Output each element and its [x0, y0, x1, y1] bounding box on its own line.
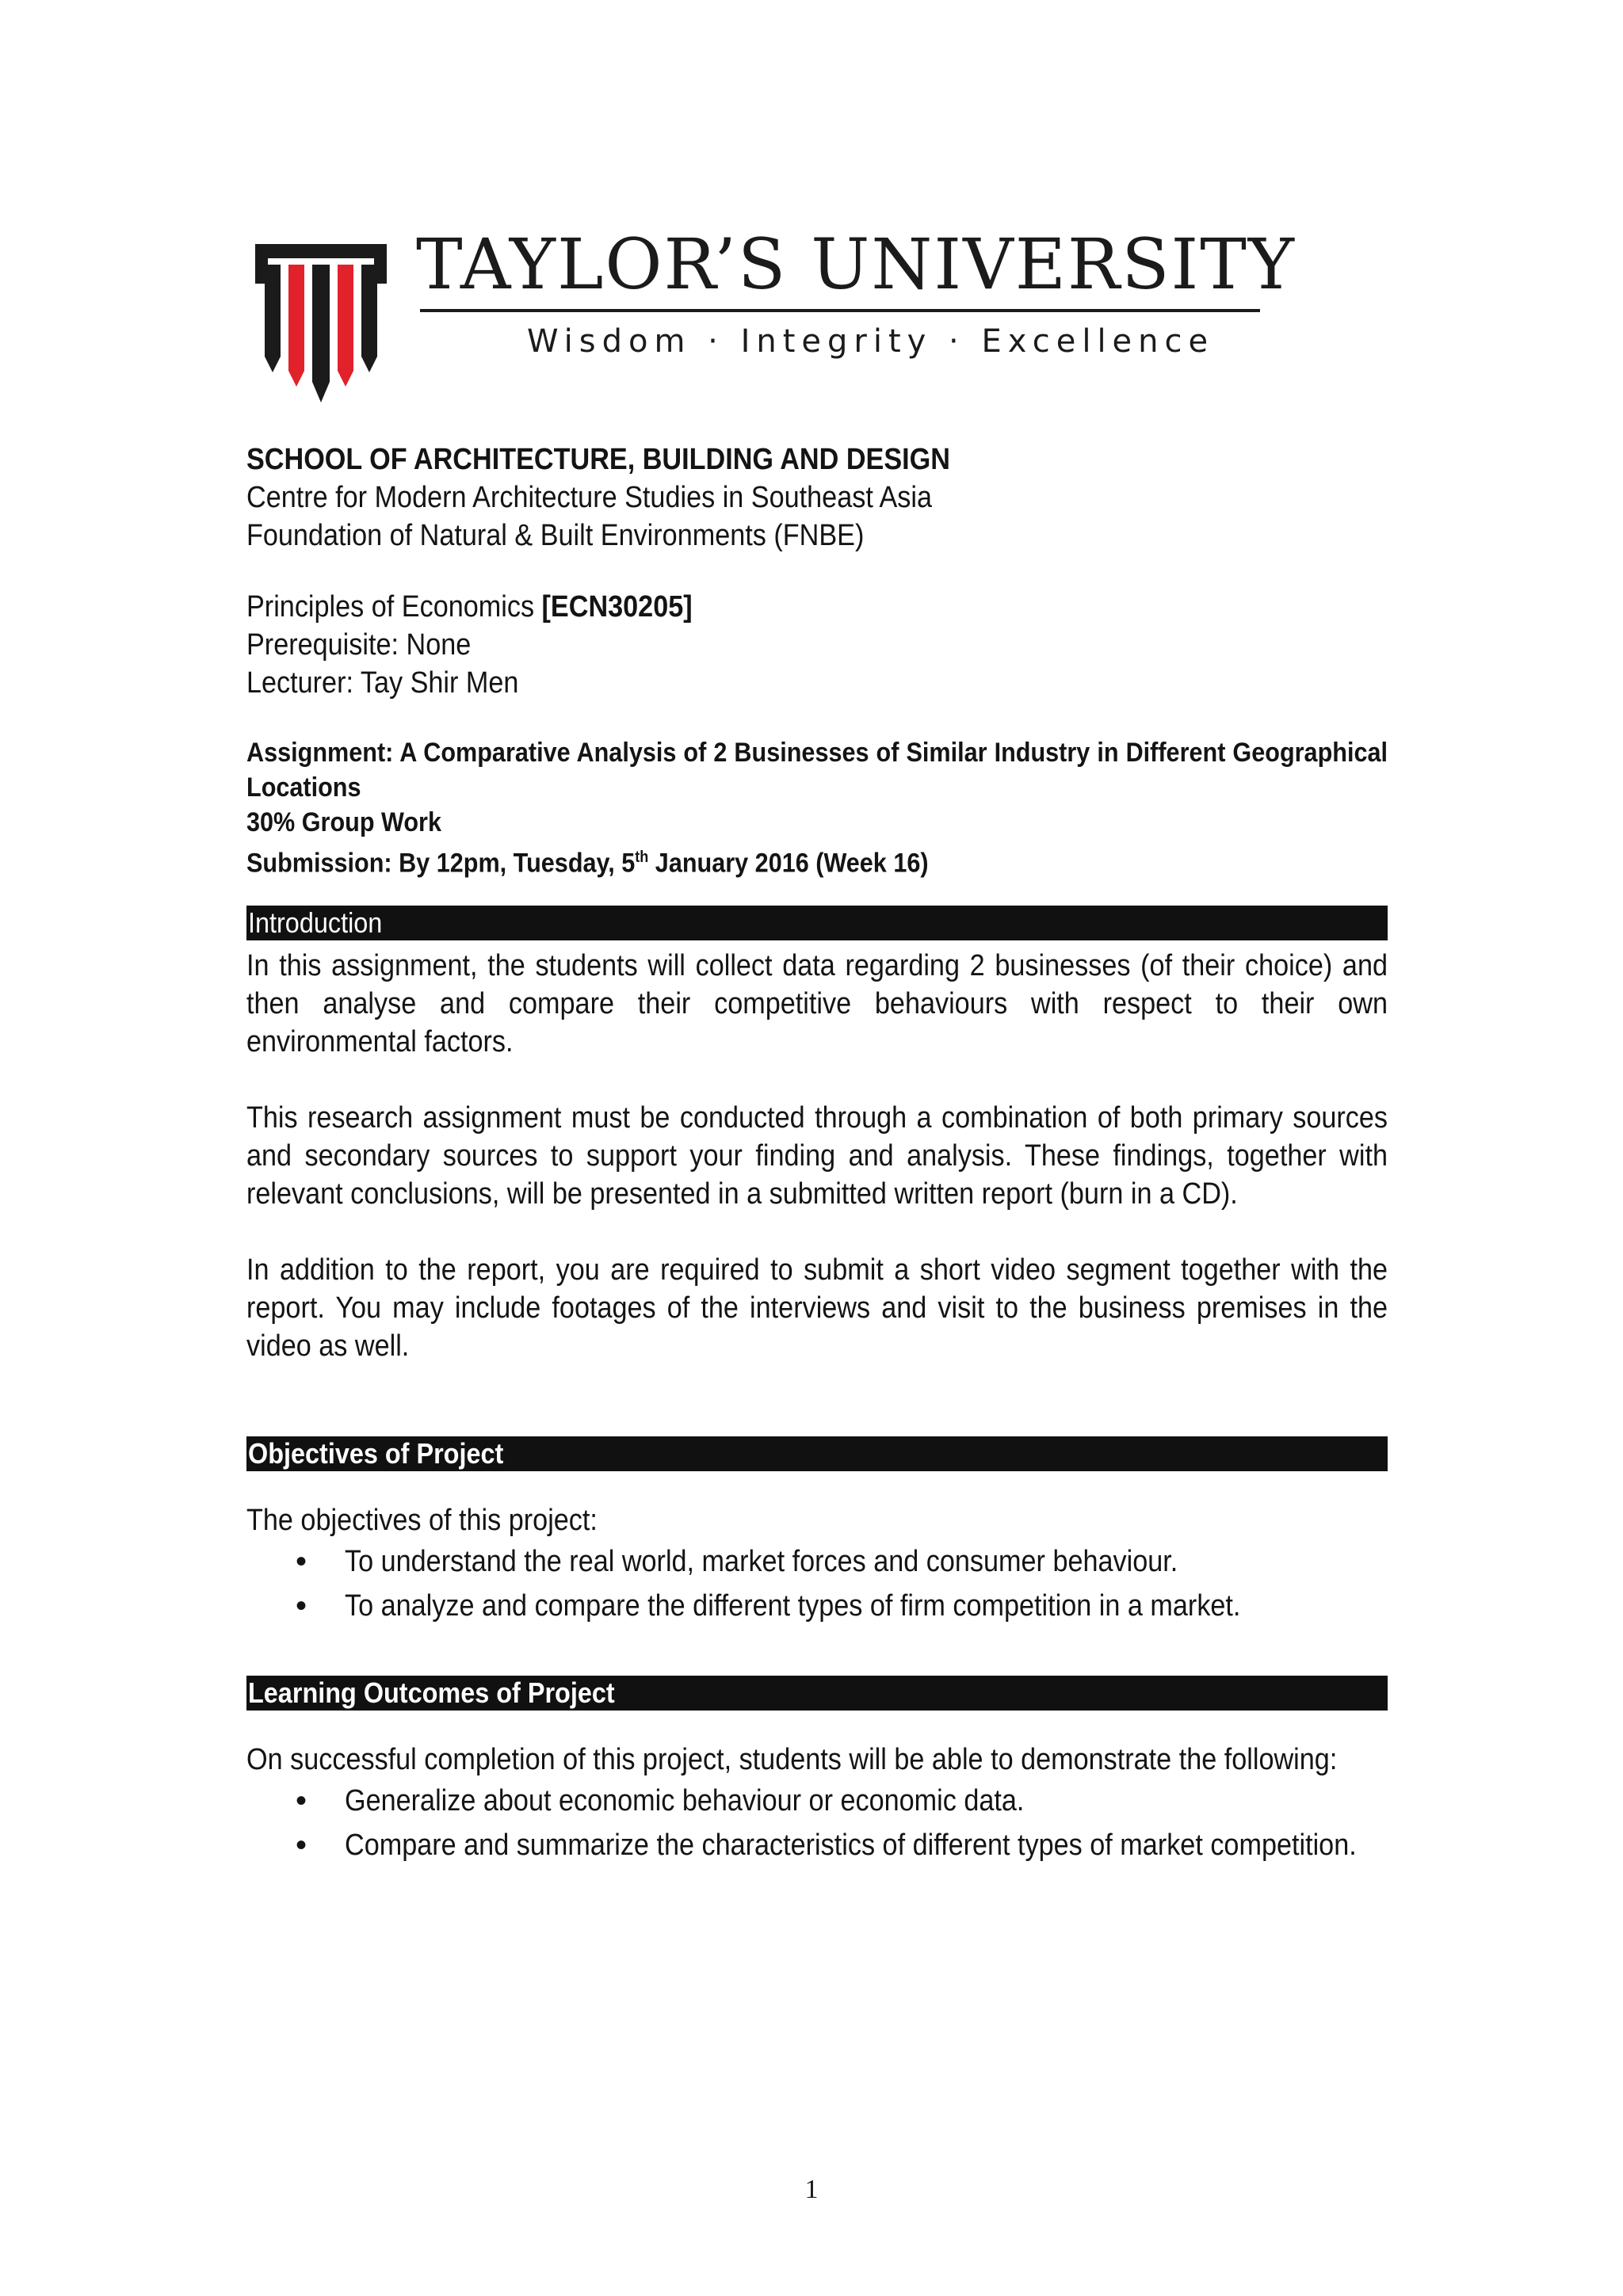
submission-superscript: th: [635, 849, 649, 866]
logo-divider: [420, 309, 1260, 312]
document-body: [246, 441, 1388, 1867]
logo-title: TAYLOR’S UNIVERSITY: [416, 223, 1296, 305]
list-item: • To analyze and compare the different types of firm competition in a market.: [296, 1589, 1241, 1624]
course-prerequisite: Prerequisite: None: [246, 628, 472, 662]
list-item: • To understand the real world, market forces and consumer behaviour.: [296, 1544, 1178, 1580]
course-title: [246, 588, 1274, 626]
course-name: Principles of Economics: [246, 590, 542, 624]
objectives-heading: Objectives of Project: [246, 1436, 1388, 1471]
list-item: • Generalize about economic behaviour or economic data.: [296, 1783, 1025, 1819]
course-lecturer: Lecturer: Tay Shir Men: [246, 666, 519, 700]
outcomes-heading: Learning Outcomes of Project: [246, 1676, 1388, 1711]
submission-suffix: January 2016 (Week 16): [648, 848, 929, 879]
logo-tagline: Wisdom · Integrity · Excellence: [527, 323, 1215, 360]
school-name: SCHOOL OF ARCHITECTURE, BUILDING AND DESIGN: [246, 443, 950, 476]
school-header: [246, 441, 1388, 555]
intro-paragraph-2: This research assignment must be conducted through a combination of both primary sources and secondary sources to support your finding and analysis. These findings, together with relevant conclusions, will be presented in a submitted written report (burn in a CD).: [246, 1101, 1388, 1211]
intro-paragraph-3: In addition to the report, you are required to submit a short video segment together with the report. You may include footages of the interviews and visit to the business premises in the video as well.: [246, 1253, 1388, 1363]
assignment-submission: [246, 840, 1388, 880]
centre-name: Centre for Modern Architecture Studies in Southeast Asia: [246, 481, 932, 514]
assignment-weight: 30% Group Work: [246, 807, 441, 837]
assignment-title: Assignment: A Comparative Analysis of 2 Businesses of Similar Industry in Different Geographical Locations: [246, 738, 1388, 803]
submission-prefix: Submission: By 12pm, Tuesday, 5: [246, 848, 636, 879]
outcomes-intro: On successful completion of this project, students will be able to demonstrate the following:: [246, 1743, 1338, 1777]
university-logo: [254, 223, 1296, 412]
programme-name: Foundation of Natural & Built Environments (FNBE): [246, 519, 865, 552]
course-code: [ECN30205]: [541, 590, 693, 624]
university-crest-icon: [254, 238, 388, 404]
introduction-heading: Introduction: [246, 906, 1388, 940]
objectives-intro: The objectives of this project:: [246, 1504, 598, 1538]
page-number: 1: [804, 2175, 819, 2204]
list-item: • Compare and summarize the characteristics of different types of market competition.: [296, 1828, 1357, 1863]
outcomes-list: [246, 1779, 1388, 1867]
course-info: [246, 588, 1388, 702]
objectives-list: [246, 1539, 1388, 1628]
assignment-info: [246, 735, 1388, 880]
intro-paragraph-1: In this assignment, the students will collect data regarding 2 businesses (of their choice) and then analyse and compare their competitive behaviours with respect to their own environmental factors.: [246, 949, 1388, 1059]
